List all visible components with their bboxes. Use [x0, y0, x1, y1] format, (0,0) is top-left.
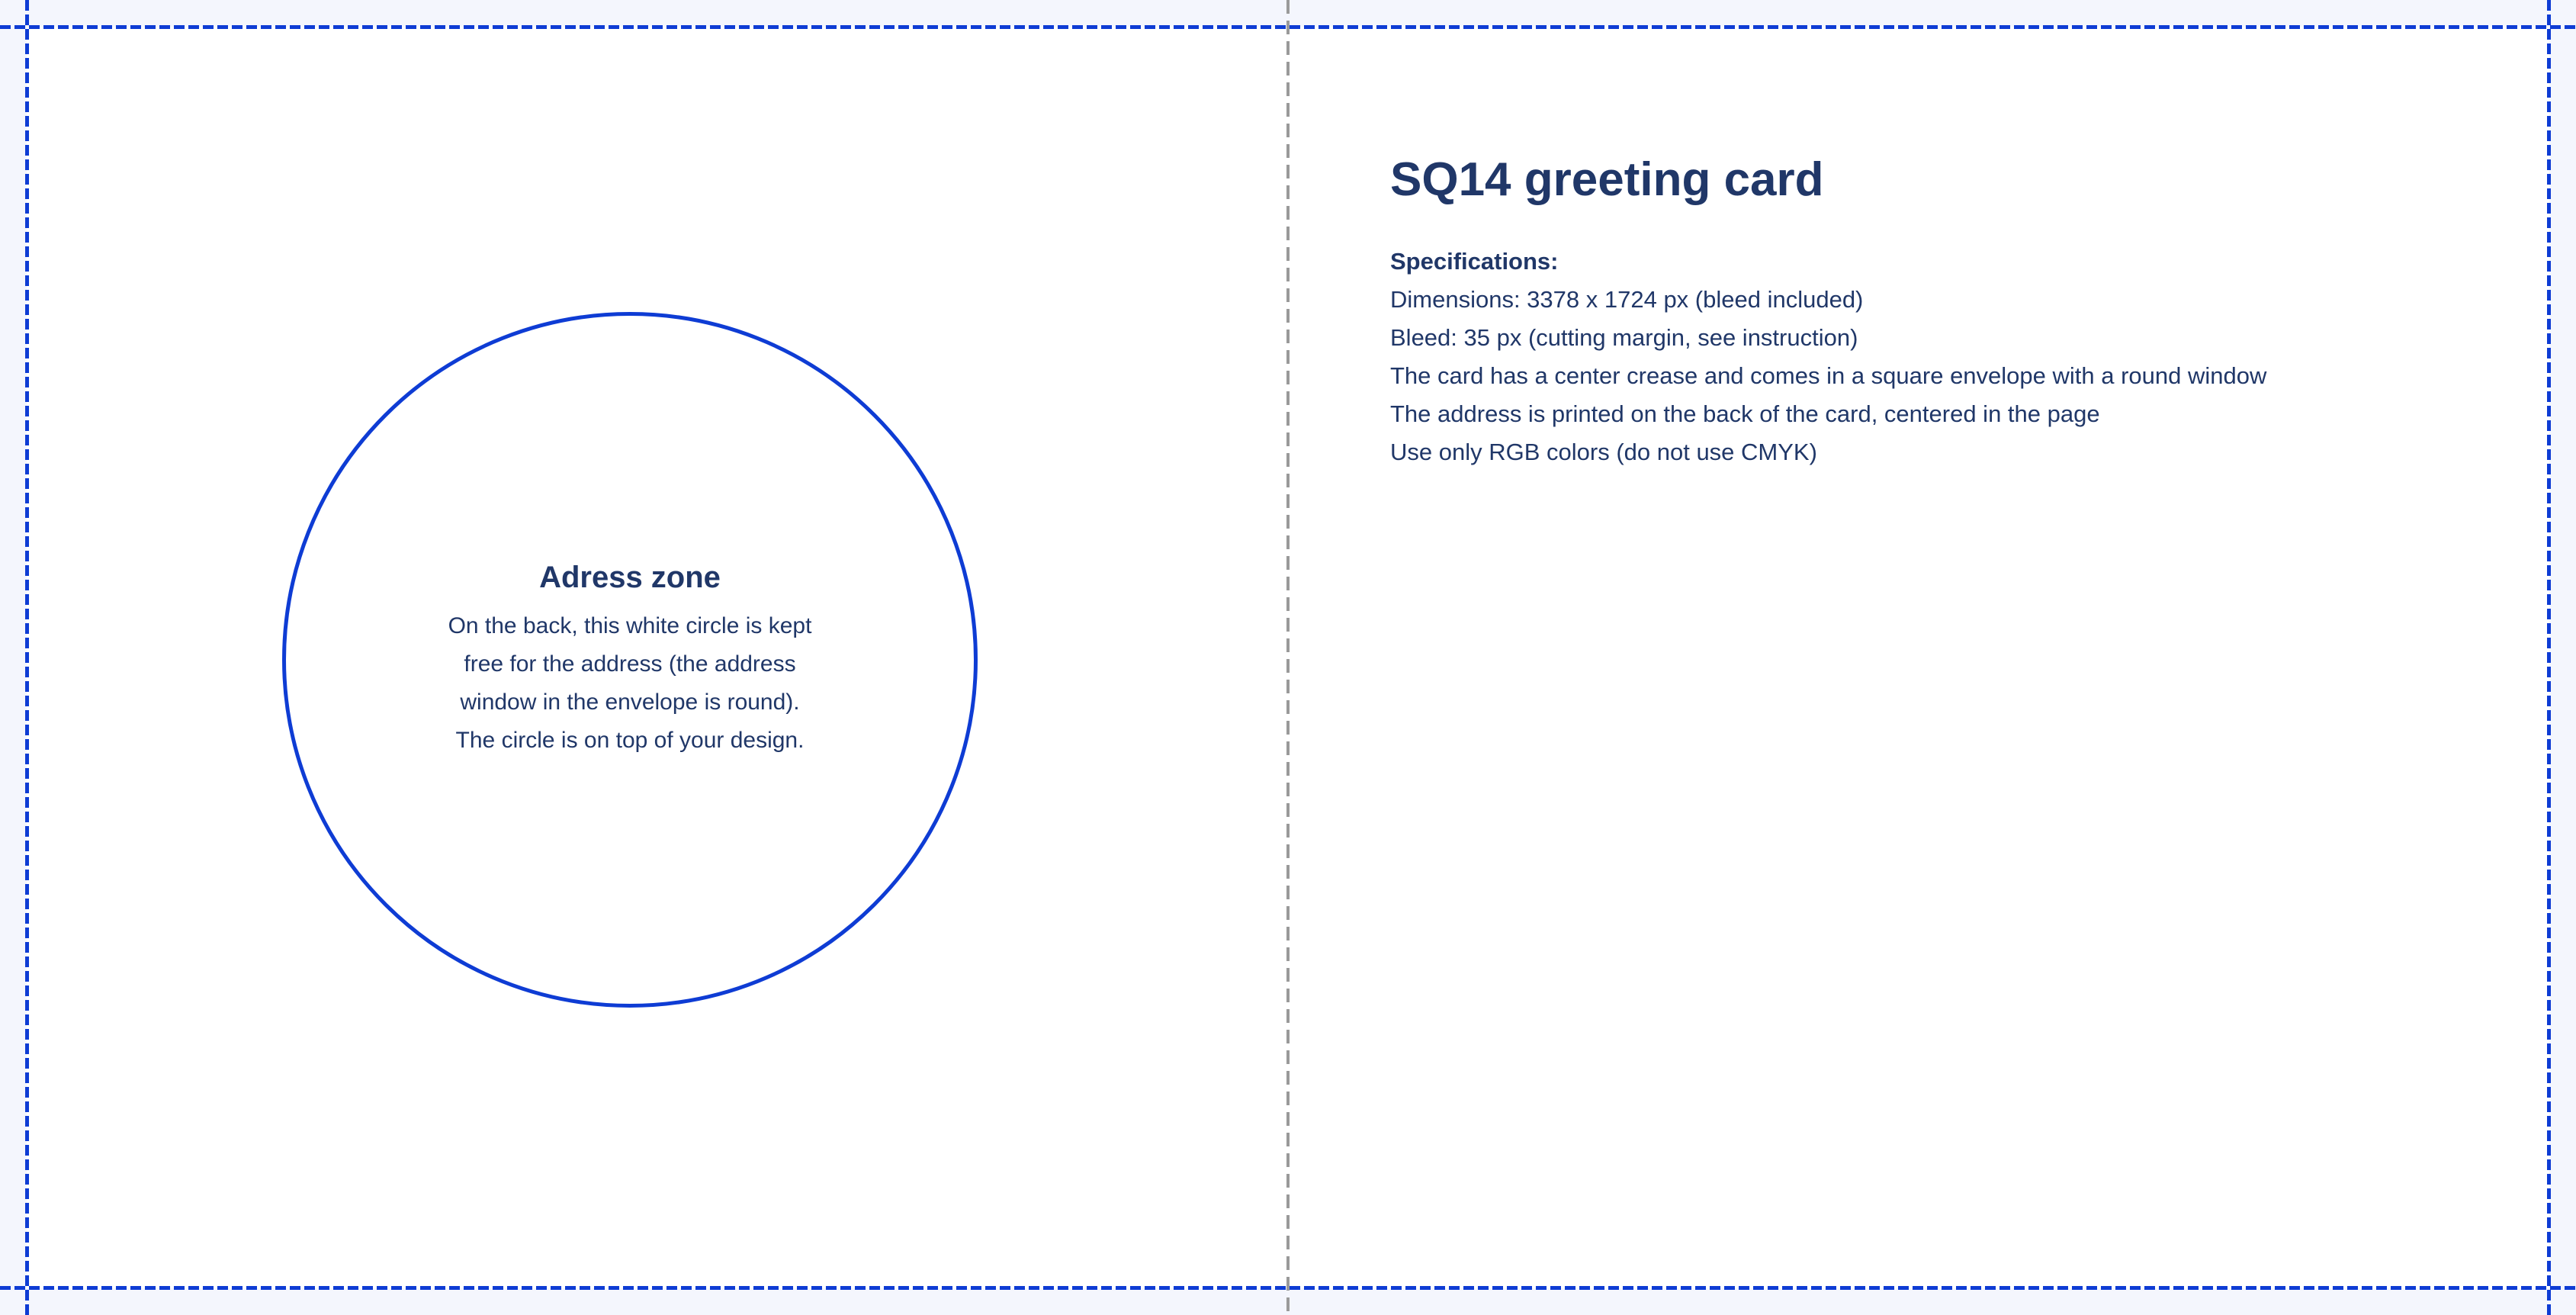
- address-zone-title: Adress zone: [539, 561, 721, 594]
- trim-line-right: [2547, 0, 2551, 1315]
- center-crease-line: [1286, 0, 1290, 1315]
- page-title: SQ14 greeting card: [1390, 153, 1824, 206]
- address-zone-line: The circle is on top of your design.: [455, 728, 805, 753]
- trim-line-bottom: [0, 1286, 2576, 1290]
- spec-line: Bleed: 35 px (cutting margin, see instruction): [1390, 324, 1858, 351]
- spec-line: The card has a center crease and comes in a square envelope with a round window: [1390, 362, 2267, 389]
- trim-line-top: [0, 25, 2576, 29]
- spec-line: Dimensions: 3378 x 1724 px (bleed included): [1390, 286, 1864, 313]
- spec-line: Use only RGB colors (do not use CMYK): [1390, 439, 1817, 465]
- spec-line: The address is printed on the back of the card, centered in the page: [1390, 400, 2100, 427]
- address-zone-description: [286, 607, 974, 760]
- info-panel: [1390, 153, 2266, 471]
- address-zone-line: On the back, this white circle is kept: [448, 613, 812, 638]
- specifications-block: [1390, 243, 2266, 471]
- specs-heading: Specifications:: [1390, 248, 1559, 275]
- address-zone-line: window in the envelope is round).: [460, 690, 800, 715]
- address-zone-circle: [282, 312, 978, 1008]
- trim-line-left: [25, 0, 29, 1315]
- address-zone-line: free for the address (the address: [464, 651, 796, 677]
